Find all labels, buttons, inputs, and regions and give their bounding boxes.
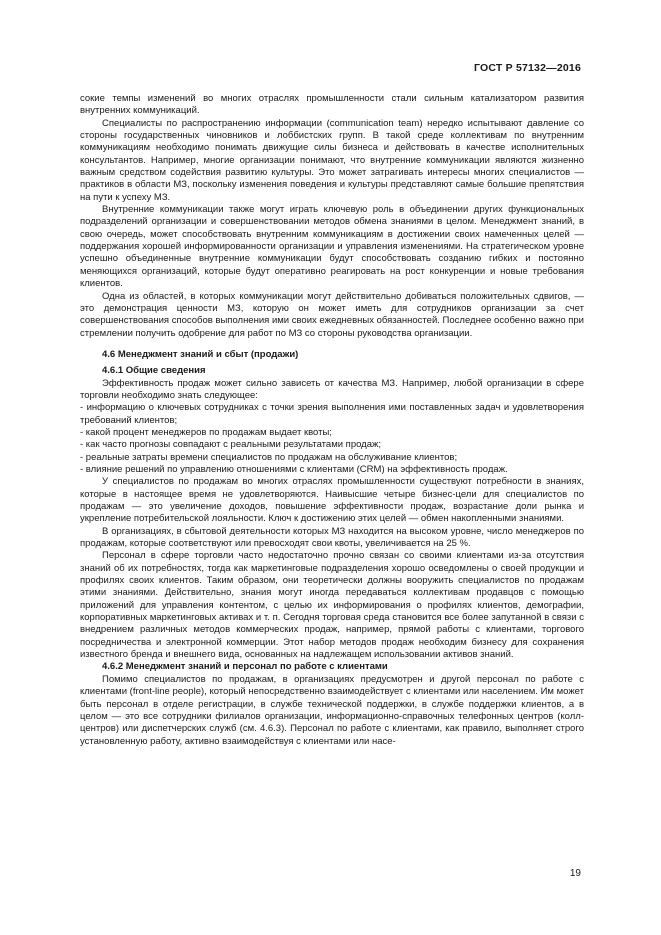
paragraph: Персонал в сфере торговли часто недостаточно прочно связан со своими клиентами из-за отсутствия знаний об их потребностях, тогда как маркетинговые подразделения хорошо осведомлены о своей продукции и профилях своих клиентов. Таким образом, они теоретически должны вооружить специалистов по продажам этими знаниями. Действительно, знания могут иногда передаваться коллективам продавцов с помощью приложений для управления контентом, с целью их информирования о профилях клиентов, демографии, корпоративных маркетинговых активах и т. п. Сегодня торговая среда становится все более запутанной в связи с внедрением различных методов коммерческих продаж, например, прямой работы с клиентами, торгового посредничества и электронной коммерции. Этот набор методов продаж необходим бизнесу для сохранения известного бренда и внешнего вида, основанных на надлежащем использовании активов знаний. bbox=[80, 550, 584, 661]
subsection-heading-4-6-2: 4.6.2 Менеджмент знаний и персонал по работе с клиентами bbox=[102, 661, 388, 673]
list-item: - информацию о ключевых сотрудниках с точки зрения выполнения ими поставленных задач и удовлетворения требований клиентов; bbox=[80, 402, 584, 426]
paragraph: У специалистов по продажам во многих отраслях промышленности существуют потребности в знаниях, которые в настоящее время не удовлетворяются. Наивысшие четыре бизнес-цели для специалистов по продажам — это увеличение доходов, повышение эффективности продаж, возрастание доли рынка и укрепление потребительской лояльности. Ключ к достижению этих целей — обмен накопленными знаниями. bbox=[80, 476, 584, 525]
paragraph: Специалисты по распространению информации (communication team) нередко испытывают давление со стороны государственных чиновников и лоббистских групп. В такой среде коллективам по внутренним коммуникациям необходимо понимать движущие силы бизнеса и действовать в качестве исполнительных консультантов. Например, многие организации понимают, что внутренние коммуникации являются жизненно важным средством содействия развитию культуры. Это может затрагивать интересы многих специалистов — практиков в области МЗ, поскольку изменения поведения и культуры представляют самые большие препятствия на пути к успеху МЗ. bbox=[80, 117, 584, 203]
page-number: 19 bbox=[569, 868, 581, 879]
paragraph: Помимо специалистов по продажам, в организациях предусмотрен и другой персонал по работе с клиентами (front-line people), который непосредственно взаимодействует с клиентами или населением. Им может быть персонал в отделе регистрации, в службе технической поддержки, в службе поддержки клиентов, а в целом — это все сотрудники филиалов организации, информационно-справочных телефонных центров (колл-центров) или диспетчерских служб (см. 4.6.3). Персонал по работе с клиентами, как правило, выполняет строго установленную работу, активно взаимодействуя с клиентами или насе- bbox=[80, 673, 584, 747]
paragraph: Эффективность продаж может сильно зависеть от качества МЗ. Например, любой организации в сфере торговли необходимо знать следующее: bbox=[80, 377, 584, 401]
section-heading-4-6: 4.6 Менеджмент знаний и сбыт (продажи) bbox=[102, 348, 299, 360]
paragraph: Одна из областей, в которых коммуникации могут действительно добиваться положительных сдвигов, — это демонстрация ценности МЗ, которую он может иметь для сотрудников организации за счет совершенствования способов выполнения ими своих ежедневных обязанностей. Последнее особенно важно при стремлении получить одобрение для работ по МЗ со стороны руководства организации. bbox=[80, 290, 584, 339]
paragraph: сокие темпы изменений во многих отраслях промышленности стали сильным катализатором развития внутренних коммуникаций. bbox=[80, 93, 584, 117]
list-item: - как часто прогнозы совпадают с реальными результатами продаж; bbox=[80, 439, 381, 451]
paragraph: Внутренние коммуникации также могут играть ключевую роль в объединении других функциональных подразделений организации и совершенствовании методов обмена знаниями в целом. Менеджмент знаний, в свою очередь, может способствовать внутренним коммуникациям в достижении своих намеченных целей — поддержания хорошей информированности организации и управления изменениями. На стратегическом уровне успешно объединенные внутренние коммуникации будут способствовать созданию гибких и постоянно меняющихся организаций, которые будут оперативно реагировать на рост конкуренции и новые требования клиентов. bbox=[80, 204, 584, 290]
list-item: - реальные затраты времени специалистов по продажам на обслуживание клиентов; bbox=[80, 451, 458, 463]
document-header: ГОСТ Р 57132—2016 bbox=[473, 62, 581, 74]
list-item: - влияние решений по управлению отношениями с клиентами (CRM) на эффективность продаж. bbox=[80, 463, 508, 475]
list-item: - какой процент менеджеров по продажам выдает квоты; bbox=[80, 426, 332, 438]
paragraph: В организациях, в сбытовой деятельности которых МЗ находится на высоком уровне, число менеджеров по продажам, которые соответствуют или превосходят свои квоты, увеличивается на 25 %. bbox=[80, 525, 584, 550]
page-body bbox=[80, 93, 584, 748]
subsection-heading-4-6-1: 4.6.1 Общие сведения bbox=[102, 365, 206, 377]
